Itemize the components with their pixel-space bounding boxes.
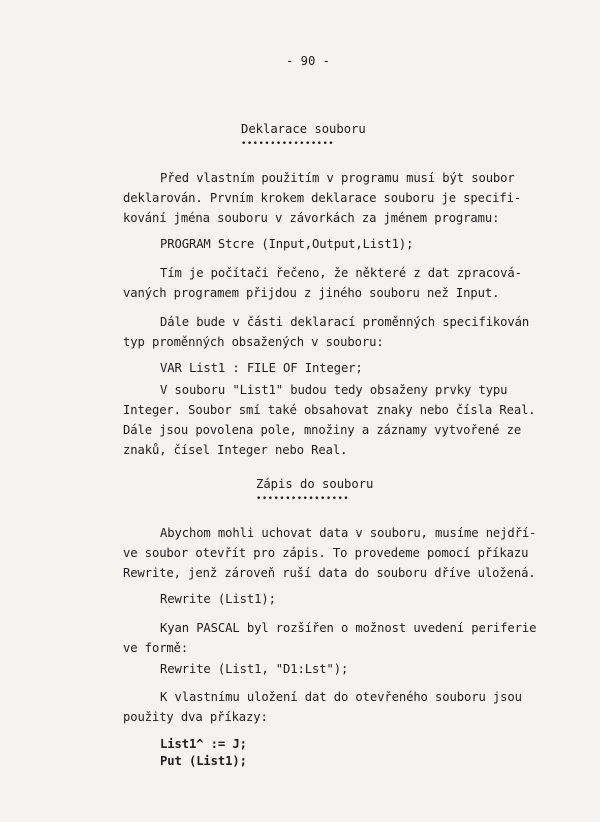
paragraph-line: K vlastnímu uložení dat do otevřeného souboru jsou [160, 690, 522, 704]
paragraph-line: Před vlastním použitím v programu musí být soubor [160, 171, 515, 185]
paragraph-line: Integer. Soubor smí také obsahovat znaky nebo čísla Real. [123, 403, 536, 417]
heading-dotted-underline: •••••••••••••••• [241, 139, 335, 149]
paragraph-line: kování jména souboru v závorkách za jménem programu: [123, 211, 500, 225]
paragraph-line: Tím je počítači řečeno, že některé z dat zpracová- [160, 266, 522, 280]
code-line: VAR List1 : FILE OF Integer; [160, 361, 363, 375]
paragraph-line: typ proměnných obsažených v souboru: [123, 335, 384, 349]
code-line: Put (List1); [160, 754, 247, 768]
code-line: Rewrite (List1, "D1:Lst"); [160, 662, 349, 676]
code-line: List1^ := J; [160, 737, 247, 751]
paragraph-line: Kyan PASCAL byl rozšířen o možnost uvedení periferie [160, 621, 537, 635]
heading-dotted-underline: •••••••••••••••• [256, 494, 350, 504]
paragraph-line: Dále bude v části deklarací proměnných specifikován [160, 315, 530, 329]
paragraph-line: znaků, čísel Integer nebo Real. [123, 443, 348, 457]
section-heading-zapis: Zápis do souboru [256, 477, 374, 491]
paragraph-line: Rewrite, jenž zároveň ruší data do souboru dříve uložená. [123, 566, 536, 580]
section-heading-deklarace: Deklarace souboru [241, 122, 366, 136]
paragraph-line: použity dva příkazy: [123, 710, 268, 724]
paragraph-line: Dále jsou povolena pole, množiny a záznamy vytvořené ze [123, 423, 522, 437]
code-line: Rewrite (List1); [160, 592, 276, 606]
paragraph-line: Abychom mohli uchovat data v souboru, musíme nejdří- [160, 526, 537, 540]
paragraph-line: V souboru "List1" budou tedy obsaženy prvky typu [160, 383, 508, 397]
code-line: PROGRAM Stcre (Input,Output,List1); [160, 237, 414, 251]
page-number: - 90 - [286, 54, 331, 68]
paragraph-line: vaných programem přijdou z jiného souboru než Input. [123, 286, 500, 300]
paragraph-line: ve soubor otevřít pro zápis. To provedeme pomocí příkazu [123, 546, 529, 560]
paragraph-line: deklarován. Prvním krokem deklarace souboru je specifi- [123, 191, 522, 205]
paragraph-line: ve formě: [123, 641, 189, 655]
